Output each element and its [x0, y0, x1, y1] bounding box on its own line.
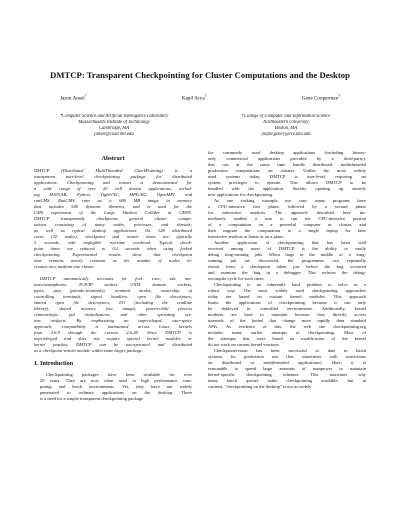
text-line: internals of the kernel that change more rapidly than standard	[208, 318, 366, 323]
text-line: relationships, pid virtualization, and other operating sys-	[34, 312, 192, 317]
text-line: a CPU-intensive first phase, followed by a second phase	[208, 204, 366, 209]
abstract-body	[34, 168, 192, 354]
affiliation-line: Cambridge, MA	[98, 126, 130, 132]
text-line: transparent user-level checkpointing package for distributed	[34, 174, 192, 179]
text-line: of a computation on a powerful computer or cluster, and	[208, 222, 366, 227]
affiliation-block	[34, 114, 194, 138]
text-line: running job are discovered, the programmer can repeatedly	[208, 258, 366, 263]
body-paragraph	[208, 282, 366, 348]
affiliation-line: Massachusetts Institute of Technology	[78, 120, 150, 126]
affiliation-email: {kapil,gene}@ccs.neu.edu	[261, 132, 311, 138]
text-line: tem artifacts. By emphasizing an unprivileged, user-space	[34, 318, 192, 323]
introduction-paragraph-1	[34, 372, 192, 402]
text-line: as well as typical desktop applications. On 128 distributed	[34, 228, 192, 233]
text-line: puting and batch environments. Yet, they have not widely	[40, 384, 192, 389]
introduction-body	[34, 372, 192, 402]
author-affiliation-mark: *	[84, 94, 87, 98]
text-line: then migrate the computation to a single laptop for later	[208, 228, 366, 233]
text-line: modules are hard to maintain because they directly access	[208, 312, 366, 317]
text-line: ing MATLAB, Python, TightVNC, MPICH2, OpenMPI, and	[34, 192, 192, 197]
text-line: is a need for a simple transparent checkpointing package	[40, 396, 144, 401]
text-line: 20 years. They are now often used in high performance com-	[40, 378, 192, 383]
text-line: Another application of checkpointing that has been well	[214, 240, 366, 245]
text-line: reasonable to spend large amounts of manpower to maintain	[208, 366, 366, 371]
text-line: includes many earlier attempts at checkpointing. Most of	[208, 330, 366, 335]
text-line: system privileges to operate. This allows DMTCP to be	[208, 180, 366, 185]
text-line: bundled with the application, thereby opening up entirely	[208, 186, 366, 191]
text-line: approach, compatibility is maintained across Linux kernels	[34, 324, 192, 329]
text-line: cores (32 nodes), checkpoint and restart times are typically	[34, 234, 192, 239]
author-affiliation-mark: †	[338, 94, 340, 98]
text-line: penetrated to ordinary applications on the desktop. There	[40, 390, 192, 395]
text-line: only commercial applications provided by a third-party),	[208, 156, 366, 161]
text-line: new applications for checkpointing.	[208, 192, 274, 197]
text-line: kernel-specific checkpointing schemes. This motivates why	[208, 372, 366, 377]
abstract-paragraph-1	[34, 168, 192, 270]
text-line: production computations on clusters. Unlike the most widely	[208, 168, 366, 173]
text-line: limits the applications of checkpointing because it can only	[208, 300, 366, 305]
text-line: contrast, "checkpointing on the desktop" is not as widely	[208, 384, 312, 389]
text-line: DMTCP (Distributed MultiThreaded CheckPointing) is a	[34, 168, 192, 173]
text-line: CMS experiment of the Large Hadron Collider at CERN.	[34, 210, 192, 215]
text-line: interactive analysis at home or on a plane.	[208, 234, 285, 239]
affiliation-line: †College of Computer and Information Science	[241, 114, 331, 119]
affiliation-list	[34, 114, 366, 138]
text-line: that can at the same time handle distributed, multithreaded	[208, 162, 366, 167]
affiliation-line: Boston, MA	[274, 126, 298, 132]
text-line: from 2.6.9 through the current 2.6.28. Since DMTCP is	[34, 330, 192, 335]
text-line: systems for production use (but sometimes with restrictions	[208, 354, 366, 359]
body-paragraph	[208, 348, 366, 390]
body-paragraph	[208, 198, 366, 240]
body-paragraph	[208, 240, 366, 282]
text-line: texes/semaphores, TCP/IP sockets, UNIX domain sockets,	[34, 282, 192, 287]
author-name	[302, 94, 340, 102]
text-line: creases on a medium-size cluster.	[34, 264, 95, 269]
text-line: received among users of DMTCP is the ability to easily	[208, 246, 366, 251]
text-line: checkpointing. Experimental results show that checkpoint	[34, 252, 192, 257]
text-line: APIs. As evidence of this, the web site checkpointing.org	[208, 324, 366, 329]
abstract-heading: Abstract	[101, 155, 125, 162]
text-line: runCMS. RunCMS runs as a 680 MB image in memory	[34, 198, 192, 203]
author-affiliation-mark: †	[204, 94, 207, 98]
text-line: kernel patches, DMTCP can be incorporated and distributed	[34, 342, 192, 347]
text-line: Checkpointing packages have been available for over	[46, 372, 192, 377]
text-line: used systems today, DMTCP is user-level, requiring no	[208, 174, 366, 179]
text-line: the attempts that were based on modification of the kernel	[208, 336, 366, 341]
abstract-paragraph-2	[34, 276, 192, 354]
text-line: that includes 540 dynamic libraries, and is used for the	[34, 204, 192, 209]
affiliation-block	[206, 114, 366, 138]
text-line: DMTCP transparently checkpoints general cluster compu-	[34, 216, 192, 221]
paper-title: DMTCP: Transparent Checkpointing for Cluster Computations and the Desktop	[50, 70, 350, 80]
text-line: Checkpoint/restart has been successful to date in batch	[214, 348, 366, 353]
text-line: shared open file descriptors, I/O (including the readline	[34, 300, 192, 305]
text-line: do not work on current kernel versions.	[208, 342, 280, 347]
text-line: controlling terminals, signal handlers, open file descriptors,	[34, 294, 192, 299]
text-line: and examine the bug in a debugger. This reduces the debug-	[208, 270, 366, 275]
left-column	[34, 150, 192, 402]
text-line: debug long-running jobs. When bugs in the middle of a long-	[208, 252, 366, 257]
affiliation-email: jansel@csail.mit.edu	[94, 132, 134, 138]
author-name-text: Jason Ansel	[60, 95, 85, 102]
text-line: as a checkpoint-restart module within some larger package.	[34, 348, 144, 353]
affiliation-line: Northeastern University	[263, 120, 309, 126]
text-line: pipes, ptys (pseudo-terminals), terminal modes, ownership of	[34, 288, 192, 293]
text-line: restart from a checkpoint taken just before the bug occurred	[208, 264, 366, 269]
text-line: recompile cycle for such cases.	[208, 276, 265, 281]
text-line: on distributed or multithreaded applications). Here, it is	[208, 360, 366, 365]
text-line: robust way. The most widely used checkpointing approaches	[208, 288, 366, 293]
text-line: today are based on custom kernel modules. This approach	[208, 294, 366, 299]
text-line: be deployed in controlled environments. Additionally, kernel	[208, 306, 366, 311]
text-line: applications. Checkpointing and restart is demonstrated for	[34, 180, 192, 185]
text-line: many batch queues make checkpointing available, but in	[208, 378, 366, 383]
author-list	[60, 94, 340, 102]
right-column	[208, 150, 366, 390]
author-name	[60, 94, 86, 102]
text-line: for commonly used desktop applications (including binary-	[208, 150, 366, 155]
text-line: library), shared memory (via mmap), parent-child process	[34, 306, 192, 311]
author-name-text: Gene Cooperman	[301, 95, 339, 102]
text-line: a wide range of over 20 well known applications, includ-	[34, 186, 192, 191]
text-line: for interactive analysis. The approach described here im-	[208, 210, 366, 215]
text-line: mediately enables a user to run the CPU-intensive portion	[208, 216, 366, 221]
author-name	[182, 94, 207, 102]
text-line: DMTCP automatically accounts for fork, exec, ssh, mu-	[40, 276, 192, 281]
text-line: unprivileged and does not require special kernel modules or	[34, 336, 192, 341]
text-line: time remains nearly constant as the number of nodes in-	[34, 258, 192, 263]
author-name-text: Kapil Arya	[181, 95, 205, 102]
text-line: Checkpointing is an inherently hard problem to solve in a	[214, 282, 366, 287]
affiliation-line: *Computer Science and Artificial Intelligence Laboratory	[59, 114, 169, 119]
text-line: tations consisting of many nodes, processes, and threads;	[34, 222, 192, 227]
text-line: 2 seconds, with negligible run-time overhead. Typical check-	[34, 240, 192, 245]
text-line: As one striking example use case, many programs have	[214, 198, 366, 203]
text-line: point times are reduced to 0.2 seconds when using forked	[34, 246, 192, 251]
introduction-heading: 1. Introduction	[34, 361, 74, 367]
body-paragraph	[208, 150, 366, 198]
